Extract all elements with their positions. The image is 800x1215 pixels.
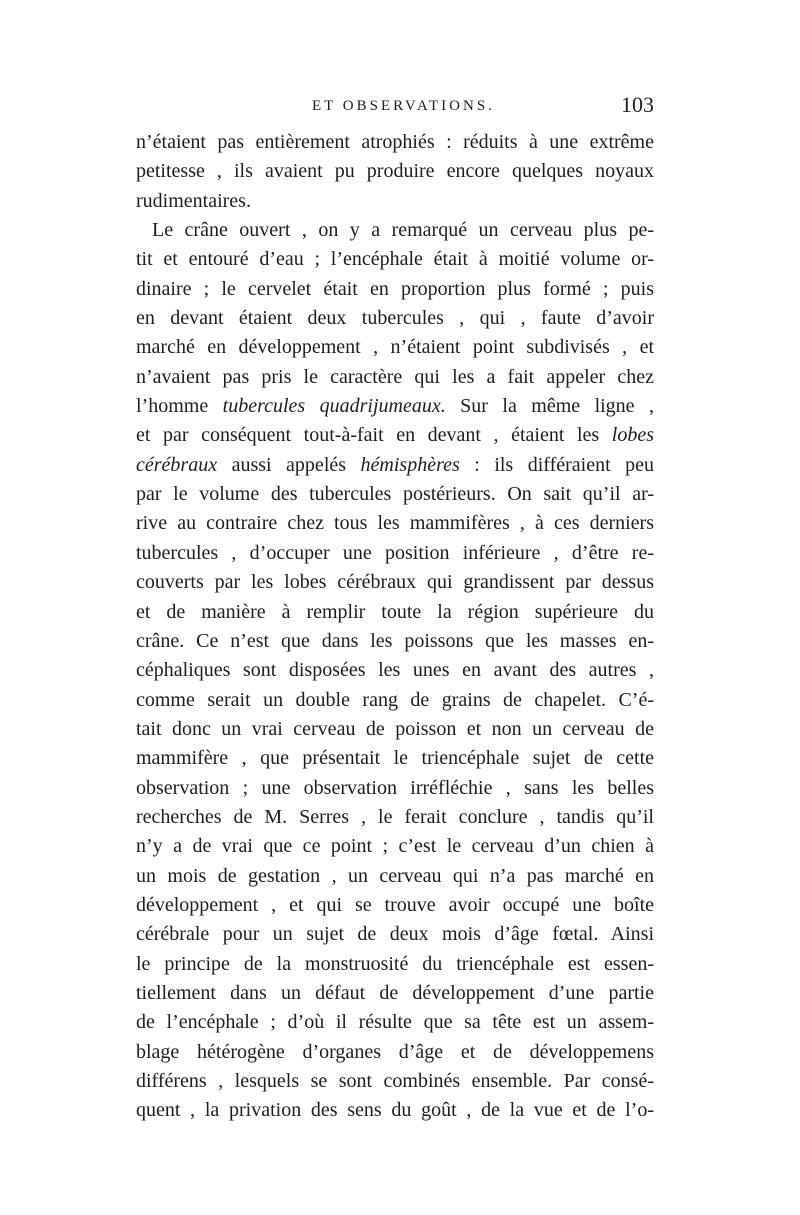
- text-segment: céphaliques sont disposées les unes en avant des autres ,: [136, 659, 654, 682]
- text-line: [136, 627, 654, 656]
- text-segment: petitesse , ils avaient pu produire encore quelques noyaux: [136, 160, 654, 183]
- text-line: [136, 128, 654, 157]
- text-segment: tubercules , d’occuper une position inférieure , d’être re-: [136, 541, 654, 564]
- text-line: [136, 656, 654, 685]
- text-segment: différens , lesquels se sont combinés ensemble. Par consé-: [136, 1070, 654, 1092]
- text-line: [136, 216, 654, 245]
- text-line: [136, 744, 654, 773]
- text-segment: observation ; une observation irréfléchie , sans les belles: [136, 776, 654, 799]
- italic-text-segment: hémisphères: [360, 453, 460, 476]
- text-segment: et par conséquent tout-à-fait en devant , étaient les: [136, 424, 612, 447]
- text-segment: couverts par les lobes cérébraux qui grandissent par dessus: [136, 571, 654, 594]
- text-segment: quent , la privation des sens du goût , de la vue et de l’o-: [136, 1099, 654, 1122]
- text-line: [136, 333, 654, 362]
- text-line: [136, 304, 654, 333]
- text-segment: par le volume des tubercules postérieurs. On sait qu’il ar-: [136, 483, 654, 506]
- italic-text-segment: cérébraux: [136, 453, 218, 476]
- text-segment: cérébrale pour un sujet de deux mois d’âge fœtal. Ainsi: [136, 923, 654, 946]
- text-line: [136, 979, 654, 1008]
- text-line: [136, 509, 654, 538]
- text-line: [136, 539, 654, 568]
- text-segment: mammifère , que présentait le triencéphale sujet de cette: [136, 747, 654, 770]
- text-segment: tit et entouré d’eau ; l’encéphale était à moitié volume or-: [136, 248, 654, 271]
- body-text: [136, 128, 654, 1126]
- text-segment: : ils différaient peu: [459, 453, 654, 476]
- text-segment: un mois de gestation , un cerveau qui n’a pas marché en: [136, 864, 654, 887]
- text-segment: de l’encéphale ; d’où il résulte que sa tête est un assem-: [136, 1011, 654, 1034]
- text-segment: Le crâne ouvert , on y a remarqué un cerveau plus pe-: [152, 219, 654, 242]
- text-segment: crâne. Ce n’est que dans les poissons que les masses en-: [136, 629, 654, 652]
- text-segment: tiellement dans un défaut de développement d’une partie: [136, 981, 654, 1004]
- text-segment: le principe de la monstruosité du triencéphale est essen-: [136, 952, 654, 975]
- text-line: [136, 157, 654, 186]
- text-line: [136, 187, 654, 216]
- running-head: [134, 92, 654, 128]
- text-line: [136, 1096, 654, 1125]
- text-line: [136, 451, 654, 480]
- text-segment: aussi appelés: [217, 453, 361, 476]
- text-segment: Sur la même ligne ,: [445, 395, 654, 418]
- text-line: [136, 715, 654, 744]
- italic-text-segment: lobes: [611, 424, 654, 447]
- text-segment: et de manière à remplir toute la région supérieure du: [136, 600, 654, 623]
- text-segment: rive au contraire chez tous les mammifères , à ces derniers: [136, 512, 654, 535]
- text-line: [136, 598, 654, 627]
- text-segment: tait donc un vrai cerveau de poisson et non un cerveau de: [136, 717, 654, 740]
- text-segment: rudimentaires.: [136, 189, 251, 212]
- text-line: [136, 392, 654, 421]
- page-number: 103: [621, 92, 654, 117]
- text-line: [136, 245, 654, 274]
- text-segment: recherches de M. Serres , le ferait conclure , tandis qu’il: [136, 805, 654, 828]
- text-segment: n’avaient pas pris le caractère qui les a fait appeler chez: [136, 365, 654, 388]
- text-segment: l’homme: [136, 395, 223, 418]
- text-segment: en devant étaient deux tubercules , qui , faute d’avoir: [136, 307, 654, 330]
- text-line: [136, 1008, 654, 1037]
- text-line: [136, 1067, 654, 1096]
- running-title: ET OBSERVATIONS.: [312, 98, 495, 114]
- text-line: [136, 275, 654, 304]
- text-line: [136, 832, 654, 861]
- text-line: [136, 774, 654, 803]
- text-line: [136, 862, 654, 891]
- text-segment: blage hétérogène d’organes d’âge et de développemens: [136, 1040, 654, 1063]
- text-segment: développement , et qui se trouve avoir occupé une boîte: [136, 893, 654, 916]
- text-segment: n’étaient pas entièrement atrophiés : réduits à une extrême: [136, 131, 654, 153]
- text-line: [136, 950, 654, 979]
- text-line: [136, 920, 654, 949]
- text-segment: comme serait un double rang de grains de chapelet. C’é-: [136, 688, 654, 711]
- text-line: [136, 421, 654, 450]
- text-segment: marché en développement , n’étaient point subdivisés , et: [136, 336, 654, 359]
- italic-text-segment: tubercules quadrijumeaux.: [222, 395, 446, 418]
- text-line: [136, 480, 654, 509]
- text-line: [136, 1038, 654, 1067]
- text-segment: dinaire ; le cervelet était en proportion plus formé ; puis: [136, 277, 654, 300]
- text-line: [136, 568, 654, 597]
- text-line: [136, 686, 654, 715]
- text-segment: n’y a de vrai que ce point ; c’est le cerveau d’un chien à: [136, 835, 654, 858]
- text-line: [136, 363, 654, 392]
- text-line: [136, 891, 654, 920]
- text-line: [136, 803, 654, 832]
